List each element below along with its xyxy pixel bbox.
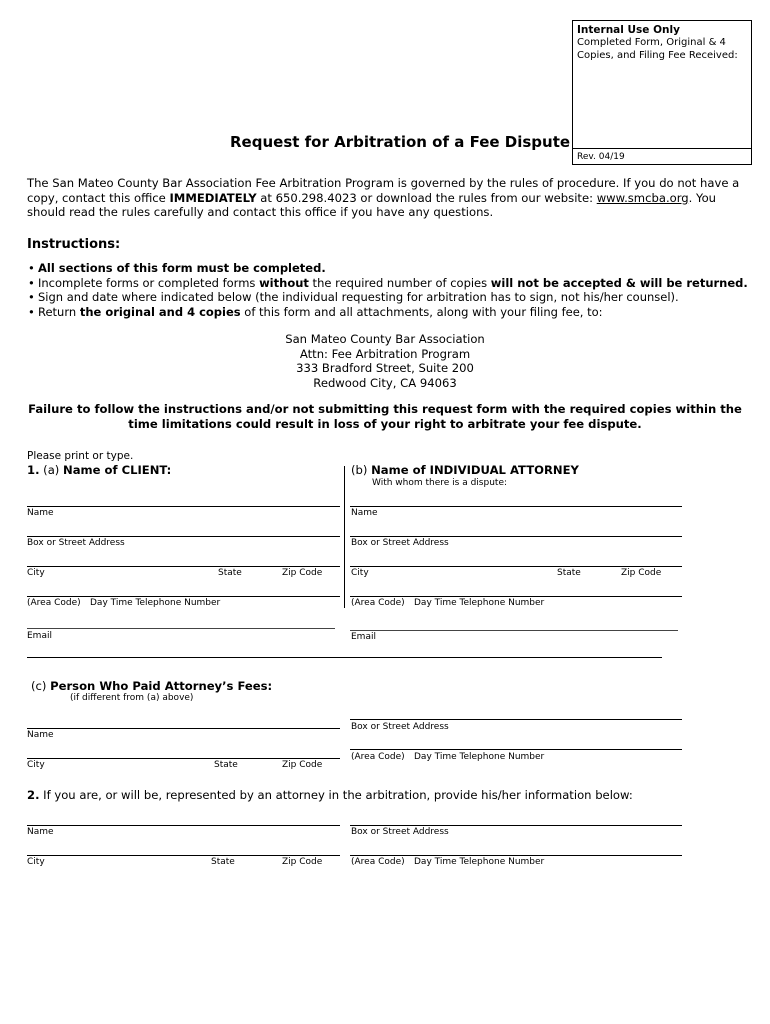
instruction-emphasis: without [259, 275, 309, 290]
instructions-heading: Instructions: [27, 237, 121, 252]
payer-name-line [27, 728, 340, 729]
section-title: Person Who Paid Attorney’s Fees: [50, 679, 273, 693]
payer-address-label: Box or Street Address [351, 722, 449, 732]
instruction-text: Sign and date where indicated below (the individual requesting for arbitration has to sign, not his/her counsel). [38, 290, 679, 304]
section-title: Name of CLIENT: [63, 463, 172, 477]
client-area-code-label: (Area Code) [27, 598, 81, 608]
attorney-phone-line [350, 596, 682, 597]
instruction-text: All sections of this form must be completed. [38, 261, 326, 275]
revision-label: Rev. 04/19 [577, 152, 625, 162]
mailing-address [235, 332, 535, 390]
section-2-heading [27, 788, 633, 802]
client-city-input[interactable] [28, 551, 338, 565]
warning-text [20, 402, 750, 431]
instruction-item [28, 261, 748, 276]
instruction-emphasis: the original and 4 copies [79, 304, 241, 319]
rep-name-input[interactable] [28, 810, 338, 824]
intro-emphasis: IMMEDIATELY [169, 190, 257, 205]
intro-text: copy, contact this office [27, 190, 170, 205]
intro-line-2 [27, 191, 747, 206]
internal-use-line1: Completed Form, Original & 4 [577, 37, 726, 48]
intro-line-3: should read the rules carefully and contact this office if you have any questions. [27, 205, 494, 219]
section-1a-heading [27, 463, 171, 477]
payer-area-code-label: (Area Code) [351, 752, 405, 762]
attorney-email-input[interactable] [351, 615, 676, 629]
column-divider [344, 466, 345, 608]
payer-subnote: (if different from (a) above) [70, 693, 194, 703]
section-label: (b) [351, 463, 372, 477]
payer-name-input[interactable] [28, 713, 338, 727]
rep-address-line [350, 825, 682, 826]
client-name-line [27, 506, 340, 507]
payer-city-label: City [27, 760, 45, 770]
attorney-address-input[interactable] [351, 521, 681, 535]
client-email-line [27, 628, 335, 629]
section-label: (c) [31, 679, 51, 693]
warning-line: time limitations could result in loss of your right to arbitrate your fee dispute. [128, 416, 642, 431]
rep-address-input[interactable] [351, 810, 681, 824]
internal-use-divider [573, 148, 751, 149]
instruction-item [28, 290, 748, 305]
attorney-name-line [350, 506, 682, 507]
client-address-label: Box or Street Address [27, 538, 125, 548]
attorney-subnote: With whom there is a dispute: [372, 478, 508, 488]
payer-phone-label: Day Time Telephone Number [414, 752, 545, 762]
rep-area-code-label: (Area Code) [351, 857, 405, 867]
client-city-line [27, 566, 340, 567]
rep-city-input[interactable] [28, 840, 338, 854]
section-label: (a) [43, 463, 64, 477]
rep-phone-input[interactable] [351, 840, 681, 854]
client-city-label: City [27, 568, 45, 578]
payer-address-input[interactable] [351, 704, 681, 718]
instruction-emphasis: will not be accepted & will be returned. [490, 275, 748, 290]
client-name-label: Name [27, 508, 54, 518]
instruction-item [28, 276, 748, 291]
instruction-text: Incomplete forms or completed forms [38, 275, 260, 290]
client-address-line [27, 536, 340, 537]
instruction-item [28, 305, 748, 320]
attorney-zip-label: Zip Code [621, 568, 662, 578]
section-number: 1. [27, 463, 40, 477]
client-phone-label: Day Time Telephone Number [90, 598, 221, 608]
attorney-city-label: City [351, 568, 369, 578]
intro-text: . You [688, 190, 717, 205]
payer-zip-label: Zip Code [282, 760, 323, 770]
payer-address-line [350, 719, 682, 720]
attorney-city-line [350, 566, 682, 567]
section-number: 2. [27, 788, 40, 802]
payer-state-label: State [214, 760, 238, 770]
payer-phone-input[interactable] [351, 734, 681, 748]
address-line: 333 Bradford Street, Suite 200 [296, 361, 474, 375]
instruction-text: the required number of copies [308, 275, 491, 290]
client-phone-input[interactable] [28, 581, 338, 595]
payer-city-line [27, 758, 340, 759]
rep-phone-line [350, 855, 682, 856]
section-title: Name of INDIVIDUAL ATTORNEY [371, 463, 579, 477]
payer-name-label: Name [27, 730, 54, 740]
rep-name-label: Name [27, 827, 54, 837]
print-note: Please print or type. [27, 450, 134, 462]
attorney-email-line [350, 630, 678, 631]
attorney-email-label: Email [351, 632, 376, 642]
client-email-label: Email [27, 631, 52, 641]
attorney-address-line [350, 536, 682, 537]
client-state-label: State [218, 568, 242, 578]
intro-line-1: The San Mateo County Bar Association Fee Arbitration Program is governed by the rules of procedure. If you do not have a [27, 176, 740, 190]
instruction-text: Return [38, 304, 80, 319]
internal-use-line2: Copies, and Filing Fee Received: [577, 50, 738, 61]
section-text: If you are, or will be, represented by an attorney in the arbitration, provide his/her information below: [39, 788, 633, 802]
attorney-name-input[interactable] [351, 491, 681, 505]
client-name-input[interactable] [28, 491, 338, 505]
intro-text: at 650.298.4023 or download the rules from our website: [256, 190, 597, 205]
instruction-text: of this form and all attachments, along with your filing fee, to: [240, 304, 603, 319]
client-address-input[interactable] [28, 521, 338, 535]
address-line: Attn: Fee Arbitration Program [299, 346, 471, 361]
section-divider [27, 657, 662, 658]
payer-phone-line [350, 749, 682, 750]
rep-city-line [27, 855, 340, 856]
internal-use-box [572, 20, 752, 165]
attorney-phone-input[interactable] [351, 581, 681, 595]
intro-paragraph [27, 176, 747, 220]
rep-zip-label: Zip Code [282, 857, 323, 867]
client-email-input[interactable] [28, 613, 333, 627]
attorney-phone-label: Day Time Telephone Number [414, 598, 545, 608]
address-line: Redwood City, CA 94063 [313, 375, 457, 390]
internal-use-title: Internal Use Only [577, 24, 680, 36]
warning-line: Failure to follow the instructions and/or not submitting this request form with the required copies within the [28, 402, 742, 416]
attorney-city-input[interactable] [351, 551, 681, 565]
rep-city-label: City [27, 857, 45, 867]
attorney-area-code-label: (Area Code) [351, 598, 405, 608]
attorney-state-label: State [557, 568, 581, 578]
address-line: San Mateo County Bar Association [285, 332, 485, 346]
rep-address-label: Box or Street Address [351, 827, 449, 837]
payer-city-input[interactable] [28, 743, 338, 757]
attorney-address-label: Box or Street Address [351, 538, 449, 548]
section-1c-heading [31, 679, 272, 693]
client-phone-line [27, 596, 340, 597]
section-1b-heading [351, 463, 579, 477]
attorney-name-label: Name [351, 508, 378, 518]
rep-name-line [27, 825, 340, 826]
rep-phone-label: Day Time Telephone Number [414, 857, 545, 867]
client-zip-label: Zip Code [282, 568, 323, 578]
page-title: Request for Arbitration of a Fee Dispute [230, 133, 571, 151]
rep-state-label: State [211, 857, 235, 867]
website-link[interactable]: www.smcba.org [596, 190, 689, 205]
instructions-list [28, 261, 748, 319]
